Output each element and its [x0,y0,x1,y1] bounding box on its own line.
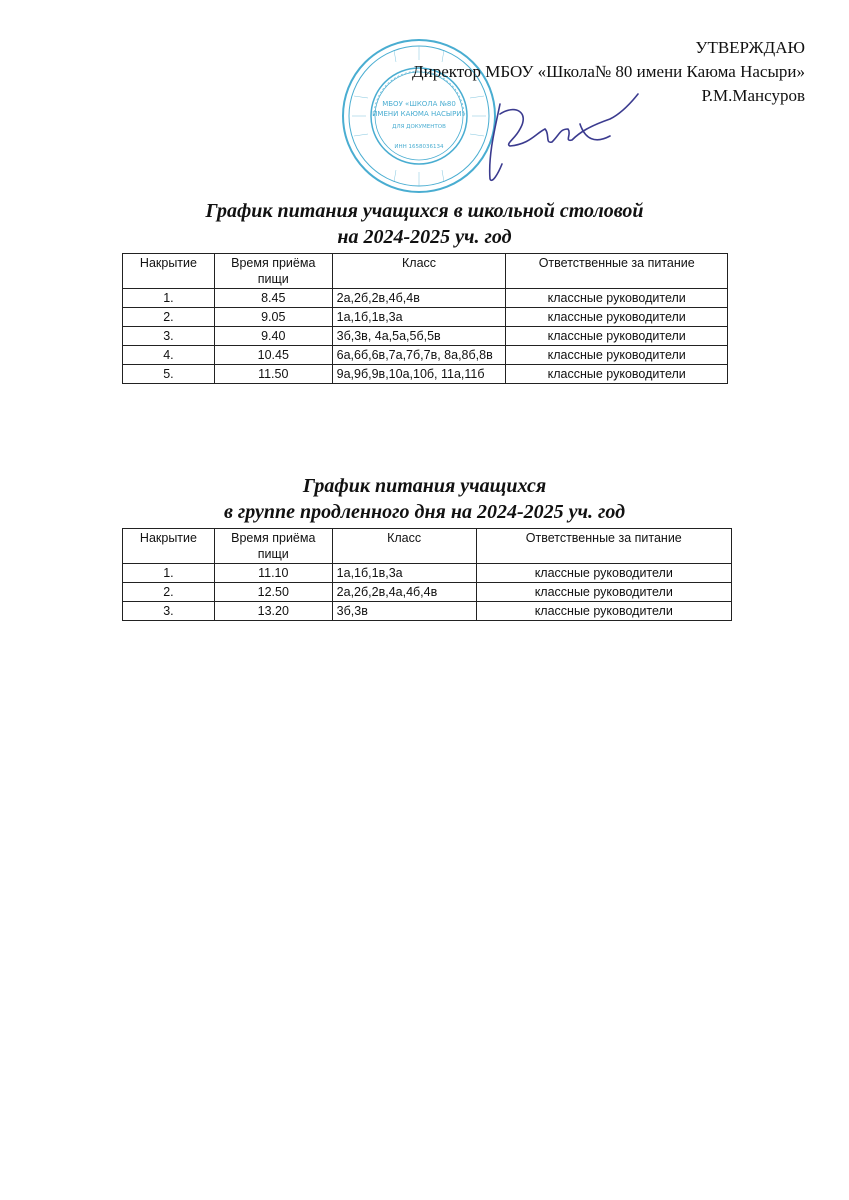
table-cell: 9.05 [214,308,332,327]
table-cell: 3. [123,602,215,621]
table-row [123,583,732,602]
table-header-row [123,254,728,289]
header-cell: Ответственные за питание [476,529,731,564]
director-name: Р.М.Мансуров [701,86,805,105]
table-cell: классные руководители [506,346,728,365]
table-cell: 11.50 [214,365,332,384]
title-line: График питания учащихся [302,475,547,497]
header-cell: Накрытие [123,529,215,564]
table-cell: 11.10 [214,564,332,583]
table-cell: классные руководители [506,365,728,384]
approval-heading: УТВЕРЖДАЮ [695,38,805,57]
table-cell: классные руководители [476,583,731,602]
table-cell: 5. [123,365,215,384]
table-cell: 12.50 [214,583,332,602]
table-header-row [123,529,732,564]
table-cell: 1. [123,289,215,308]
table-cell: 10.45 [214,346,332,365]
stamp-text-3: ДЛЯ ДОКУМЕНТОВ [392,124,446,130]
table-cell: 1а,1б,1в,3а [332,564,476,583]
table-row [123,308,728,327]
table-cell: классные руководители [506,289,728,308]
header-cell: Класс [332,529,476,564]
schedule-title-canteen [0,198,849,250]
table-row [123,327,728,346]
table-cell: классные руководители [476,564,731,583]
header-cell: Время приёма пищи [214,529,332,564]
table-row [123,564,732,583]
table-cell: 3б,3в [332,602,476,621]
approval-block [412,36,805,108]
table-cell: 2а,2б,2в,4б,4в [332,289,506,308]
table-cell: 13.20 [214,602,332,621]
table-cell: 1а,1б,1в,3а [332,308,506,327]
stamp-text-1: МБОУ «ШКОЛА №80 [382,100,456,108]
director-title: Директор МБОУ «Школа№ 80 имени Каюма Насыри» [412,62,805,81]
schedule-title-extended-day [0,473,849,525]
title-line: График питания учащихся в школьной столовой [205,200,644,222]
table-cell: 8.45 [214,289,332,308]
title-line: в группе продленного дня на 2024-2025 уч. год [223,501,626,523]
table-cell: 2. [123,308,215,327]
table-cell: 2а,2б,2в,4а,4б,4в [332,583,476,602]
table-row [123,289,728,308]
table-cell: 3б,3в, 4а,5а,5б,5в [332,327,506,346]
title-line: на 2024-2025 уч. год [337,226,512,248]
table-row [123,365,728,384]
table-cell: классные руководители [476,602,731,621]
table-cell: 9а,9б,9в,10а,10б, 11а,11б [332,365,506,384]
header-cell: Накрытие [123,254,215,289]
header-cell: Класс [332,254,506,289]
extended-day-schedule-table [122,528,732,621]
table-cell: 6а,6б,6в,7а,7б,7в, 8а,8б,8в [332,346,506,365]
table-cell: 2. [123,583,215,602]
table-cell: классные руководители [506,327,728,346]
table-cell: 4. [123,346,215,365]
table-cell: 3. [123,327,215,346]
table-cell: классные руководители [506,308,728,327]
header-cell: Ответственные за питание [506,254,728,289]
stamp-text-2: ИМЕНИ КАЮМА НАСЫРИ» [372,110,466,118]
stamp-text-4: ИНН 1658036134 [394,144,444,150]
table-row [123,346,728,365]
table-cell: 9.40 [214,327,332,346]
canteen-schedule-table [122,253,728,384]
table-cell: 1. [123,564,215,583]
header-cell: Время приёма пищи [214,254,332,289]
table-row [123,602,732,621]
